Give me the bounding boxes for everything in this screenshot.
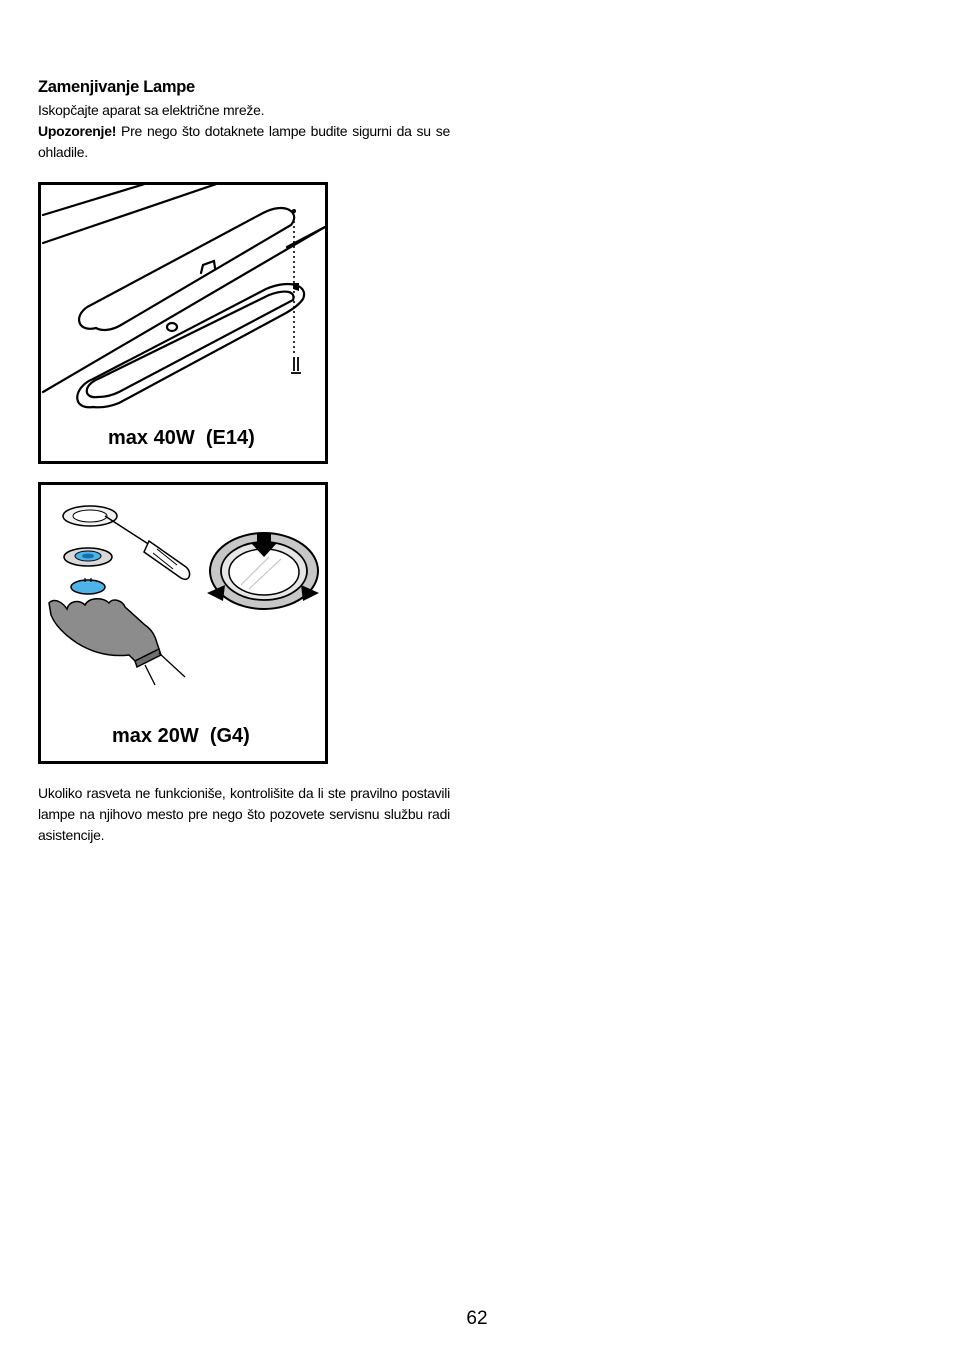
screwdriver-icon (105, 516, 190, 579)
figure-caption-g4: max 20W (G4) (112, 725, 250, 747)
lamp-figure-e14 (38, 182, 328, 464)
lamp-cover-icon (63, 506, 117, 526)
gloved-hand-icon (49, 599, 185, 685)
lamp-socket-icon (64, 548, 112, 566)
warning-label: Upozorenje! (38, 123, 117, 139)
lamp-figure-g4 (38, 482, 328, 764)
section-heading: Zamenjivanje Lampe (38, 78, 195, 96)
page-number: 62 (466, 1308, 488, 1329)
warning-text: Pre nego što dotaknete lampe budite sigurni da su se ohladile. (38, 123, 450, 160)
glass-ring-icon (207, 533, 319, 609)
halogen-bulb-icon (71, 578, 105, 594)
hood-lamp-illustration (41, 185, 325, 461)
troubleshooting-paragraph: Ukoliko rasveta ne funkcioniše, kontrolišite da li ste pravilno postavili lampe na njihovo mesto pre nego što pozovete servisnu službu radi asistencije. (38, 785, 450, 843)
halogen-replacement-illustration (41, 485, 325, 761)
figure-caption-e14: max 40W (E14) (108, 427, 255, 449)
warning-paragraph (38, 121, 450, 163)
unplug-instruction: Iskopčajte aparat sa električne mreže. (38, 102, 265, 118)
